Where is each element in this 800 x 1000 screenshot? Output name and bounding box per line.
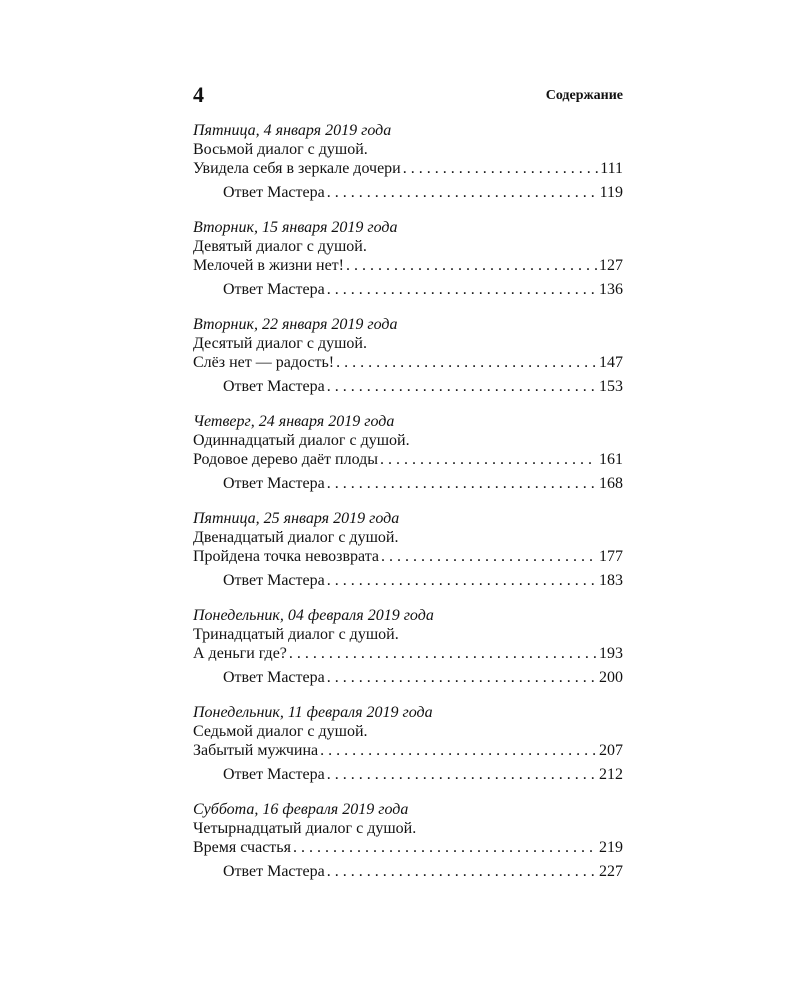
section-dialog: Двенадцатый диалог с душой. <box>193 529 399 546</box>
toc-section <box>193 509 623 590</box>
toc-answer-entry[interactable] <box>193 668 623 687</box>
section-date: Вторник, 15 января 2019 года <box>193 219 398 236</box>
toc-entry[interactable] <box>193 159 623 178</box>
section-dialog: Десятый диалог с душой. <box>193 335 367 352</box>
answer-title: Ответ Мастера <box>223 766 325 783</box>
entry-title: Пройдена точка невозврата <box>193 548 380 565</box>
dot-leader <box>293 838 597 857</box>
section-date: Пятница, 4 января 2019 года <box>193 122 392 139</box>
toc-entry[interactable] <box>193 547 623 566</box>
entry-title: Увидела себя в зеркале дочери <box>193 160 401 177</box>
answer-page: 168 <box>599 475 623 492</box>
dot-leader <box>320 741 597 760</box>
entry-page: 161 <box>599 451 623 468</box>
section-date: Пятница, 25 января 2019 года <box>193 510 400 527</box>
toc-entry[interactable] <box>193 256 623 275</box>
entry-page: 147 <box>599 354 623 371</box>
toc-answer-entry[interactable] <box>193 571 623 590</box>
entry-title: Забытый мужчина <box>193 742 319 759</box>
entry-page: 111 <box>600 160 623 177</box>
answer-page: 153 <box>599 378 623 395</box>
toc-answer-entry[interactable] <box>193 183 623 202</box>
section-date: Понедельник, 11 февраля 2019 года <box>193 704 433 721</box>
section-dialog: Четырнадцатый диалог с душой. <box>193 820 417 837</box>
toc-section <box>193 218 623 299</box>
answer-title: Ответ Мастера <box>223 281 325 298</box>
section-date: Вторник, 22 января 2019 года <box>193 316 398 333</box>
table-of-contents <box>193 121 623 897</box>
toc-section <box>193 703 623 784</box>
entry-title: Время счастья <box>193 839 291 856</box>
dot-leader <box>327 377 597 396</box>
dot-leader <box>327 862 597 881</box>
dot-leader <box>327 765 597 784</box>
toc-section <box>193 315 623 396</box>
section-dialog: Седьмой диалог с душой. <box>193 723 368 740</box>
answer-page: 227 <box>599 863 623 880</box>
section-dialog: Одиннадцатый диалог с душой. <box>193 432 410 449</box>
section-dialog: Восьмой диалог с душой. <box>193 141 368 158</box>
section-dialog: Тринадцатый диалог с душой. <box>193 626 399 643</box>
dot-leader <box>327 474 597 493</box>
section-dialog: Девятый диалог с душой. <box>193 238 367 255</box>
toc-entry[interactable] <box>193 450 623 469</box>
dot-leader <box>380 450 597 469</box>
entry-page: 193 <box>599 645 623 662</box>
toc-entry[interactable] <box>193 644 623 663</box>
section-date: Понедельник, 04 февраля 2019 года <box>193 607 434 624</box>
entry-page: 219 <box>599 839 623 856</box>
page-number: 4 <box>193 82 204 107</box>
dot-leader <box>403 159 598 178</box>
entry-title: Родовое дерево даёт плоды <box>193 451 379 468</box>
entry-title: А деньги где? <box>193 645 287 662</box>
entry-title: Мелочей в жизни нет! <box>193 257 344 274</box>
running-head: Содержание <box>545 88 623 103</box>
answer-page: 183 <box>599 572 623 589</box>
answer-title: Ответ Мастера <box>223 669 325 686</box>
toc-entry[interactable] <box>193 741 623 760</box>
section-date: Четверг, 24 января 2019 года <box>193 413 395 430</box>
toc-section <box>193 606 623 687</box>
toc-entry[interactable] <box>193 353 623 372</box>
toc-section <box>193 121 623 202</box>
dot-leader <box>327 183 598 202</box>
dot-leader <box>336 353 597 372</box>
toc-answer-entry[interactable] <box>193 862 623 881</box>
section-date: Суббота, 16 февраля 2019 года <box>193 801 409 818</box>
answer-title: Ответ Мастера <box>223 475 325 492</box>
dot-leader <box>327 280 597 299</box>
answer-title: Ответ Мастера <box>223 184 325 201</box>
toc-answer-entry[interactable] <box>193 474 623 493</box>
toc-section <box>193 800 623 881</box>
entry-page: 207 <box>599 742 623 759</box>
answer-page: 212 <box>599 766 623 783</box>
answer-title: Ответ Мастера <box>223 378 325 395</box>
toc-section <box>193 412 623 493</box>
answer-page: 200 <box>599 669 623 686</box>
dot-leader <box>289 644 597 663</box>
dot-leader <box>327 571 597 590</box>
entry-page: 177 <box>599 548 623 565</box>
answer-page: 119 <box>599 184 623 201</box>
answer-title: Ответ Мастера <box>223 572 325 589</box>
dot-leader <box>381 547 597 566</box>
toc-answer-entry[interactable] <box>193 377 623 396</box>
answer-title: Ответ Мастера <box>223 863 325 880</box>
dot-leader <box>346 256 597 275</box>
entry-page: 127 <box>599 257 623 274</box>
toc-answer-entry[interactable] <box>193 765 623 784</box>
entry-title: Слёз нет — радость! <box>193 354 335 371</box>
toc-entry[interactable] <box>193 838 623 857</box>
answer-page: 136 <box>599 281 623 298</box>
toc-answer-entry[interactable] <box>193 280 623 299</box>
dot-leader <box>327 668 597 687</box>
